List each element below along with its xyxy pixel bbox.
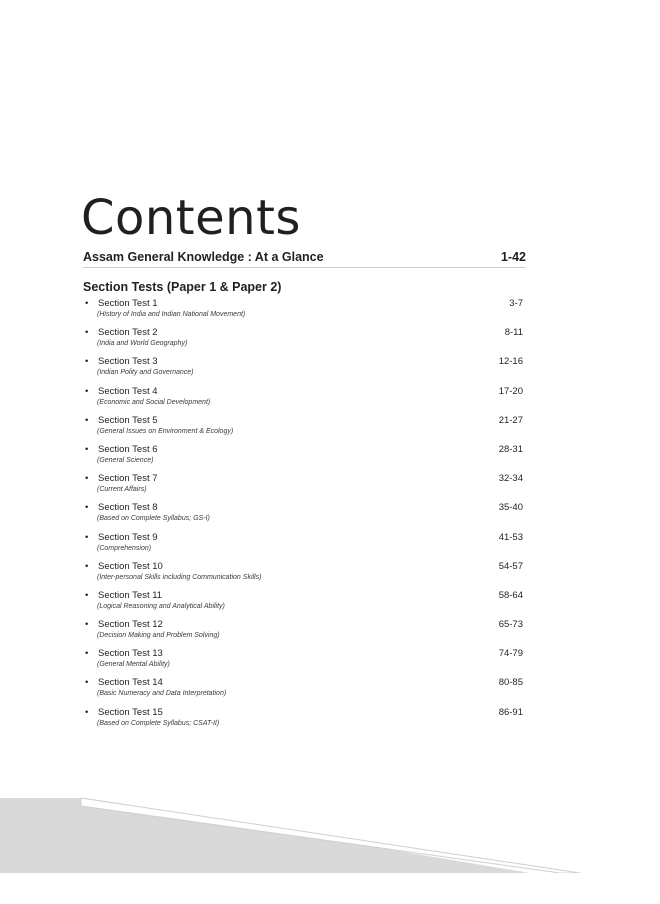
bullet-icon: • xyxy=(85,502,89,514)
test-page-range: 12-16 xyxy=(498,356,523,368)
test-name: Section Test 15 xyxy=(98,706,163,718)
footer-gray-band xyxy=(0,798,530,873)
test-subtitle: (Basic Numeracy and Data Interpretation) xyxy=(97,690,227,698)
test-page-range: 35-40 xyxy=(498,502,523,514)
glance-label: Assam General Knowledge : At a Glance xyxy=(83,249,324,264)
test-name: Section Test 2 xyxy=(98,327,158,339)
test-name: Section Test 9 xyxy=(98,531,158,543)
toc-entry-section-test-15[interactable] xyxy=(83,706,523,735)
test-name: Section Test 1 xyxy=(98,298,158,309)
test-subtitle: (Current Affairs) xyxy=(97,486,147,494)
test-name: Section Test 10 xyxy=(98,560,163,572)
footer-bottom-margin xyxy=(0,873,660,904)
page-title: Contents xyxy=(81,190,301,247)
toc-entry-section-test-5[interactable] xyxy=(83,414,523,443)
toc-entry-section-test-2[interactable] xyxy=(83,326,523,355)
bullet-icon: • xyxy=(85,473,89,485)
test-subtitle: (Inter-personal Skills including Communication Skills) xyxy=(97,573,262,581)
test-page-range: 65-73 xyxy=(498,619,523,631)
bullet-icon: • xyxy=(85,589,89,601)
bullet-icon: • xyxy=(85,706,89,718)
test-subtitle: (India and World Geography) xyxy=(97,340,188,348)
toc-entry-section-test-14[interactable] xyxy=(83,676,523,705)
test-subtitle: (General Science) xyxy=(97,456,154,464)
bullet-icon: • xyxy=(85,385,89,397)
test-subtitle: (Economic and Social Development) xyxy=(97,398,211,406)
toc-entry-section-test-3[interactable] xyxy=(83,355,523,384)
section-test-list xyxy=(83,297,523,735)
toc-entry-section-test-8[interactable] xyxy=(83,501,523,530)
test-page-range: 32-34 xyxy=(498,473,523,485)
test-name: Section Test 13 xyxy=(98,648,163,660)
heading-divider xyxy=(83,267,526,268)
test-page-range: 54-57 xyxy=(498,560,523,572)
bullet-icon: • xyxy=(85,443,89,455)
test-name: Section Test 12 xyxy=(98,619,163,631)
bullet-icon: • xyxy=(85,677,89,689)
test-name: Section Test 4 xyxy=(98,385,158,397)
test-subtitle: (General Issues on Environment & Ecology) xyxy=(97,427,234,435)
test-page-range: 21-27 xyxy=(498,414,523,426)
toc-entry-section-test-9[interactable] xyxy=(83,531,523,560)
test-subtitle: (Based on Complete Syllabus; GS-I) xyxy=(97,515,210,523)
test-page-range: 86-91 xyxy=(498,706,523,718)
test-subtitle: (Based on Complete Syllabus; CSAT-II) xyxy=(97,719,220,727)
bullet-icon: • xyxy=(85,414,89,426)
test-subtitle: (Indian Polity and Governance) xyxy=(97,369,194,377)
toc-entry-section-test-13[interactable] xyxy=(83,647,523,676)
test-page-range: 28-31 xyxy=(498,443,523,455)
test-page-range: 80-85 xyxy=(498,677,523,689)
glance-page-range: 1-42 xyxy=(500,249,526,264)
footer-decoration xyxy=(0,780,660,904)
toc-entry-section-test-6[interactable] xyxy=(83,443,523,472)
toc-entry-section-test-12[interactable] xyxy=(83,618,523,647)
test-page-range: 58-64 xyxy=(498,589,523,601)
toc-entry-section-test-11[interactable] xyxy=(83,589,523,618)
toc-entry-section-test-1[interactable] xyxy=(83,297,523,326)
test-page-range: 74-79 xyxy=(498,648,523,660)
test-subtitle: (Comprehension) xyxy=(97,544,152,552)
test-name: Section Test 8 xyxy=(98,502,158,514)
bullet-icon: • xyxy=(85,531,89,543)
toc-entry-section-test-4[interactable] xyxy=(83,385,523,414)
test-name: Section Test 7 xyxy=(98,473,158,485)
bullet-icon: • xyxy=(85,298,89,309)
test-subtitle: (Logical Reasoning and Analytical Ability) xyxy=(97,602,225,610)
test-name: Section Test 3 xyxy=(98,356,158,368)
test-name: Section Test 6 xyxy=(98,443,158,455)
bullet-icon: • xyxy=(85,560,89,572)
bullet-icon: • xyxy=(85,327,89,339)
test-subtitle: (Decision Making and Problem Solving) xyxy=(97,632,220,640)
test-page-range: 17-20 xyxy=(498,385,523,397)
toc-entry-section-test-10[interactable] xyxy=(83,560,523,589)
toc-entry-at-a-glance[interactable] xyxy=(83,246,526,267)
test-page-range: 8-11 xyxy=(504,327,523,339)
bullet-icon: • xyxy=(85,648,89,660)
test-page-range: 41-53 xyxy=(498,531,523,543)
test-name: Section Test 5 xyxy=(98,414,158,426)
test-subtitle: (General Mental Ability) xyxy=(97,661,170,669)
bullet-icon: • xyxy=(85,619,89,631)
test-subtitle: (History of India and Indian National Movement) xyxy=(97,311,246,318)
test-name: Section Test 11 xyxy=(98,589,163,601)
toc-entry-section-test-7[interactable] xyxy=(83,472,523,501)
test-name: Section Test 14 xyxy=(98,677,163,689)
section-heading: Section Tests (Paper 1 & Paper 2) xyxy=(83,280,282,294)
bullet-icon: • xyxy=(85,356,89,368)
test-page-range: 3-7 xyxy=(509,298,523,309)
